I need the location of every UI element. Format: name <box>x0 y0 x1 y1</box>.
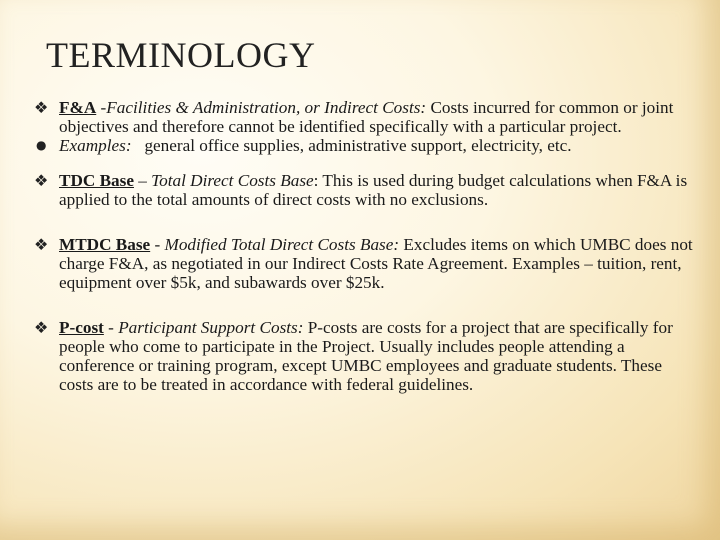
term-definition-title: Participant Support Costs: <box>118 318 304 337</box>
term-separator: - <box>103 318 119 337</box>
page-title: TERMINOLOGY <box>46 35 316 75</box>
term-definition-title: Facilities & Administration, or Indirect Costs: <box>106 98 427 117</box>
term-separator: - <box>150 235 165 254</box>
term-description: P-costs are costs for a project that are specifically for people who come to participate in the Project. Usually includes people attending a conference or training program, except UMBC employees and graduate students. These costs are to be treated in accordance with federal guidelines. <box>59 318 673 394</box>
term-definition-title: Modified Total Direct Costs Base: <box>164 235 400 254</box>
term-label: TDC Base <box>59 171 134 190</box>
term-label: P-cost <box>59 318 104 337</box>
terminology-list <box>34 98 694 394</box>
list-item-fa <box>34 98 694 136</box>
term-description: : This is used during budget calculations when F&A is applied to the total amounts of direct costs with no exclusions. <box>59 171 688 209</box>
term-separator: - <box>96 98 107 117</box>
term-separator: – <box>133 171 152 190</box>
list-item-mtdc-base <box>34 235 694 292</box>
list-item-p-cost <box>34 318 694 394</box>
diamond-bullet-icon: ❖ <box>34 318 49 337</box>
term-label: F&A <box>59 98 97 117</box>
term-definition-title: Total Direct Costs Base <box>151 171 314 190</box>
term-description: Excludes items on which UMBC does not charge F&A, as negotiated in our Indirect Costs Rate Agreement. Examples – tuition, rent, equipment over $5k, and subawards over $25k. <box>59 235 693 292</box>
term-label: MTDC Base <box>59 235 151 254</box>
term-description: Costs incurred for common or joint objectives and therefore cannot be identified specifically with a particular project. <box>59 98 674 136</box>
diamond-bullet-icon: ❖ <box>34 235 49 254</box>
dot-bullet-icon: ● <box>36 138 47 152</box>
list-item-tdc-base <box>34 171 694 209</box>
diamond-bullet-icon: ❖ <box>34 171 49 190</box>
examples-text: general office supplies, administrative support, electricity, etc. <box>131 136 572 155</box>
list-item-examples <box>34 136 694 155</box>
examples-label: Examples: <box>59 136 132 155</box>
diamond-bullet-icon: ❖ <box>34 98 49 117</box>
